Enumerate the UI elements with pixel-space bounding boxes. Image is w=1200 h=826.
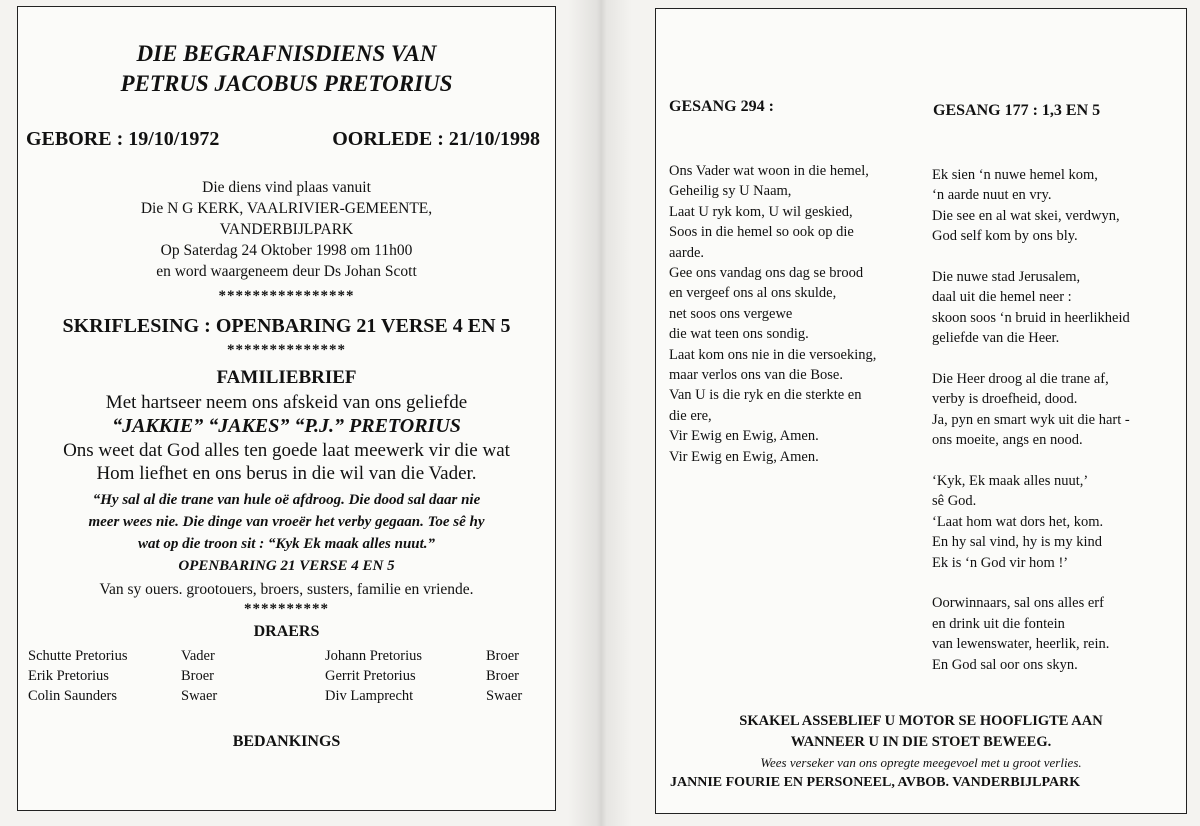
- pallbearer-relation: Broer: [181, 668, 215, 684]
- hymn-line: God self kom by ons bly.: [932, 228, 1078, 245]
- headlights-notice: WANNEER U IN DIE STOET BEWEEG.: [790, 734, 1052, 750]
- death-date: OORLEDE : 21/10/1998: [332, 128, 540, 150]
- pallbearer-relation: Swaer: [486, 688, 523, 704]
- hymn-line: Die Heer droog al die trane af,: [932, 371, 1109, 388]
- hymn-line: ons moeite, angs en nood.: [932, 432, 1083, 449]
- hymn-line: Ek is ‘n God vir hom !’: [932, 554, 1069, 571]
- left-page: [17, 6, 556, 811]
- hymn-line: net soos ons vergewe: [669, 305, 793, 322]
- hymn-line: maar verlos ons van die Bose.: [669, 367, 843, 384]
- hymn-line: ‘Laat hom wat dors het, kom.: [932, 513, 1104, 530]
- pallbearer-relation: Vader: [181, 648, 215, 664]
- hymn-line: verby is droefheid, dood.: [932, 391, 1078, 408]
- hymn-line: Soos in die hemel so ook op die: [669, 224, 854, 241]
- hymn-line: skoon soos ‘n bruid in heerlikheid: [932, 309, 1130, 326]
- pallbearer-name: Erik Pretorius: [28, 668, 109, 684]
- hymn-line: Ja, pyn en smart wyk uit die hart -: [932, 411, 1130, 428]
- family-signature: Van sy ouers. grootouers, broers, susters, familie en vriende.: [99, 581, 474, 598]
- hymn-294-text: [669, 161, 876, 467]
- service-line: Die N G KERK, VAALRIVIER-GEMEENTE,: [140, 200, 433, 217]
- scripture-quote-line: wat op die troon sit : “Kyk Ek maak alles nuut.”: [137, 536, 436, 552]
- hymn-line: Laat U ryk kom, U wil geskied,: [669, 203, 853, 220]
- family-letter-heading: FAMILIEBRIEF: [216, 367, 357, 388]
- hymn-line: Oorwinnaars, sal ons alles erf: [932, 595, 1104, 612]
- deceased-name: PETRUS JACOBUS PRETORIUS: [120, 71, 453, 96]
- scripture-reading: SKRIFLESING : OPENBARING 21 VERSE 4 EN 5: [62, 315, 511, 337]
- undertaker-credit: JANNIE FOURIE EN PERSONEEL, AVBOB. VANDERBIJLPARK: [670, 775, 1081, 790]
- family-letter-line: Ons weet dat God alles ten goede laat meewerk vir die wat: [63, 440, 510, 461]
- hymn-stanza: [932, 165, 1130, 247]
- service-line: Die diens vind plaas vanuit: [202, 179, 371, 196]
- sympathy-line: Wees verseker van ons opregte meegevoel met u groot verlies.: [760, 755, 1082, 770]
- pallbearer-relation: Swaer: [181, 688, 218, 704]
- divider-stars: **********: [244, 601, 329, 617]
- hymn-stanza: [932, 471, 1130, 573]
- pallbearer-name: Gerrit Pretorius: [325, 668, 416, 684]
- pallbearer-relation: Broer: [486, 648, 520, 664]
- pallbearer-name: Colin Saunders: [28, 688, 118, 704]
- divider-stars: **************: [227, 342, 346, 358]
- service-line: VANDERBIJLPARK: [219, 221, 354, 238]
- family-letter-line: Hom liefhet en ons berus in die wil van die Vader.: [96, 463, 477, 484]
- hymn-line: Die nuwe stad Jerusalem,: [932, 269, 1081, 286]
- hymn-294-heading: GESANG 294 :: [669, 98, 774, 115]
- divider-stars: ****************: [218, 288, 355, 304]
- scripture-quote-reference: OPENBARING 21 VERSE 4 EN 5: [178, 558, 395, 574]
- scripture-quote-line: meer wees nie. Die dinge van vroeër het verby gegaan. Toe sê hy: [88, 514, 485, 530]
- hymn-line: en vergeef ons al ons skulde,: [669, 285, 837, 302]
- hymn-line: aarde.: [669, 244, 705, 261]
- pallbearer-name: Div Lamprecht: [325, 688, 414, 704]
- birth-date: GEBORE : 19/10/1972: [26, 128, 220, 150]
- hymn-line: daal uit die hemel neer :: [932, 289, 1072, 306]
- hymn-line: sê God.: [932, 493, 977, 510]
- scripture-quote-line: “Hy sal al die trane van hule oë afdroog. Die dood sal daar nie: [92, 492, 481, 508]
- nicknames: “JAKKIE” “JAKES” “P.J.” PRETORIUS: [112, 415, 461, 437]
- hymn-line: van lewenswater, heerlik, rein.: [932, 636, 1110, 653]
- pallbearers-heading: DRAERS: [253, 623, 320, 640]
- hymn-line: En God sal oor ons skyn.: [932, 656, 1078, 673]
- hymn-line: Gee ons vandag ons dag se brood: [669, 265, 864, 282]
- hymn-line: Geheilig sy U Naam,: [669, 183, 792, 200]
- hymn-line: die ere,: [669, 407, 712, 424]
- hymn-line: En hy sal vind, hy is my kind: [932, 534, 1102, 551]
- family-letter-line: Met hartseer neem ons afskeid van ons geliefde: [105, 392, 468, 413]
- hymn-line: Vir Ewig en Ewig, Amen.: [669, 448, 819, 465]
- hymn-stanza: [932, 593, 1130, 675]
- hymn-line: die wat teen ons sondig.: [669, 326, 809, 343]
- hymn-177-heading: GESANG 177 : 1,3 EN 5: [933, 102, 1101, 119]
- acknowledgements-heading: BEDANKINGS: [232, 733, 341, 750]
- hymn-line: Ons Vader wat woon in die hemel,: [669, 163, 869, 179]
- hymn-line: Vir Ewig en Ewig, Amen.: [669, 428, 819, 445]
- hymn-line: ‘Kyk, Ek maak alles nuut,’: [932, 473, 1089, 490]
- pallbearer-relation: Broer: [486, 668, 520, 684]
- hymn-line: en drink uit die fontein: [932, 615, 1065, 632]
- hymn-line: geliefde van die Heer.: [932, 330, 1060, 347]
- hymn-line: ‘n aarde nuut en vry.: [932, 187, 1052, 204]
- hymn-line: Van U is die ryk en die sterkte en: [669, 387, 862, 404]
- hymn-line: Die see en al wat skei, verdwyn,: [932, 207, 1120, 224]
- pallbearer-name: Johann Pretorius: [325, 648, 423, 664]
- hymn-177-text: [932, 165, 1130, 695]
- service-line: Op Saterdag 24 Oktober 1998 om 11h00: [160, 242, 413, 259]
- right-page: [655, 8, 1187, 814]
- service-line: en word waargeneem deur Ds Johan Scott: [156, 263, 417, 280]
- service-title-line1: DIE BEGRAFNISDIENS VAN: [136, 41, 437, 66]
- hymn-line: Ek sien ‘n nuwe hemel kom,: [932, 167, 1098, 183]
- hymn-line: Laat kom ons nie in die versoeking,: [669, 346, 877, 363]
- headlights-notice: SKAKEL ASSEBLIEF U MOTOR SE HOOFLIGTE AAN: [739, 713, 1103, 729]
- hymn-stanza: [932, 267, 1130, 349]
- hymn-stanza: [932, 369, 1130, 451]
- pallbearer-name: Schutte Pretorius: [28, 648, 128, 664]
- booklet-spine: [568, 0, 632, 826]
